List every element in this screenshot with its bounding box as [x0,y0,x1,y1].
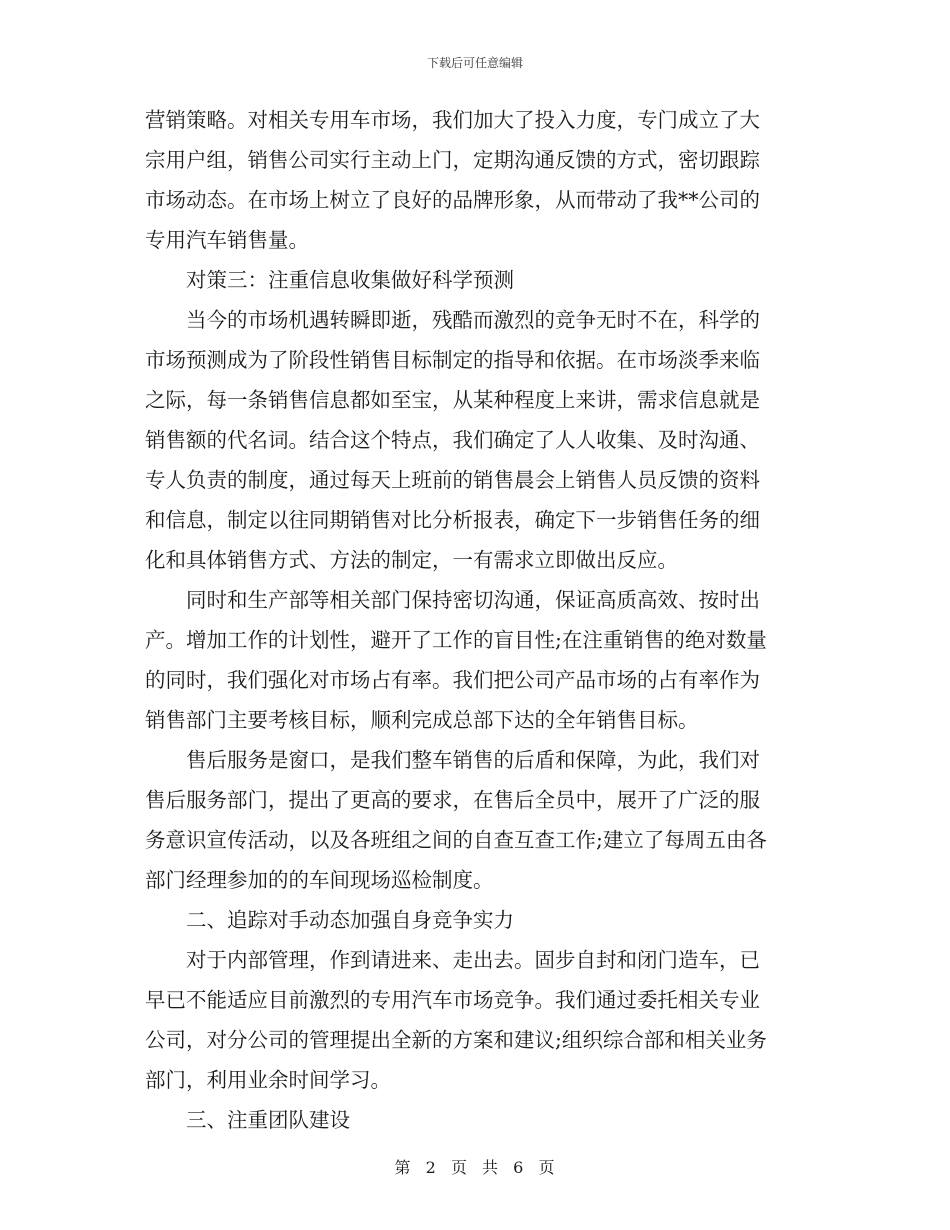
text-line: 售后服务是窗口，是我们整车销售的后盾和保障，为此，我们对 [186,748,760,772]
text-line: 对于内部管理，作到请进来、走出去。固步自封和闭门造车，已 [186,948,760,972]
text-line: 对策三：注重信息收集做好科学预测 [186,268,514,292]
footer-label-total: 共 [482,1158,500,1177]
text-line: 产。增加工作的计划性，避开了工作的盲目性;在注重销售的绝对数量 [145,628,767,652]
text-line: 部门经理参加的的车间现场巡检制度。 [145,868,494,892]
footer-label-page: 第 [394,1158,412,1177]
page-header: 下载后可任意编辑 [426,56,523,70]
text-line: 当今的市场机遇转瞬即逝，残酷而激烈的竞争无时不在，科学的 [186,308,760,332]
text-line: 早已不能适应目前激烈的专用汽车市场竞争。我们通过委托相关专业 [145,988,760,1012]
text-line: 专用汽车销售量。 [145,228,309,252]
text-line: 专人负责的制度，通过每天上班前的销售晨会上销售人员反馈的资料 [145,468,760,492]
text-line: 售后服务部门，提出了更高的要求，在售后全员中，展开了广泛的服 [145,788,760,812]
text-line: 同时和生产部等相关部门保持密切沟通，保证高质高效、按时出 [186,588,760,612]
text-line: 销售额的代名词。结合这个特点，我们确定了人人收集、及时沟通、 [145,428,760,452]
text-line: 和信息，制定以往同期销售对比分析报表，确定下一步销售任务的细 [145,508,760,532]
footer-label-total-unit: 页 [538,1158,556,1177]
text-line: 三、注重团队建设 [186,1108,350,1132]
footer-total-pages: 6 [513,1158,525,1177]
footer-label-page-unit: 页 [450,1158,468,1177]
text-line: 务意识宣传活动，以及各班组之间的自查互查工作;建立了每周五由各 [145,828,767,852]
page-footer [0,1155,950,1178]
text-line: 公司，对分公司的管理提出全新的方案和建议;组织综合部和相关业务 [145,1028,767,1052]
text-line: 化和具体销售方式、方法的制定，一有需求立即做出反应。 [145,548,678,572]
text-line: 的同时，我们强化对市场占有率。我们把公司产品市场的占有率作为 [145,668,760,692]
footer-current-page: 2 [425,1158,437,1177]
text-line: 市场动态。在市场上树立了良好的品牌形象，从而带动了我**公司的 [145,188,760,212]
text-line: 之际，每一条销售信息都如至宝，从某种程度上来讲，需求信息就是 [145,388,760,412]
text-line: 宗用户组，销售公司实行主动上门，定期沟通反馈的方式，密切跟踪 [145,148,760,172]
text-line: 销售部门主要考核目标，顺利完成总部下达的全年销售目标。 [145,708,699,732]
text-line: 二、追踪对手动态加强自身竞争实力 [186,908,514,932]
text-line: 营销策略。对相关专用车市场，我们加大了投入力度，专门成立了大 [145,108,760,132]
text-line: 部门，利用业余时间学习。 [145,1068,391,1092]
document-body [145,100,805,1140]
text-line: 市场预测成为了阶段性销售目标制定的指导和依据。在市场淡季来临 [145,348,760,372]
